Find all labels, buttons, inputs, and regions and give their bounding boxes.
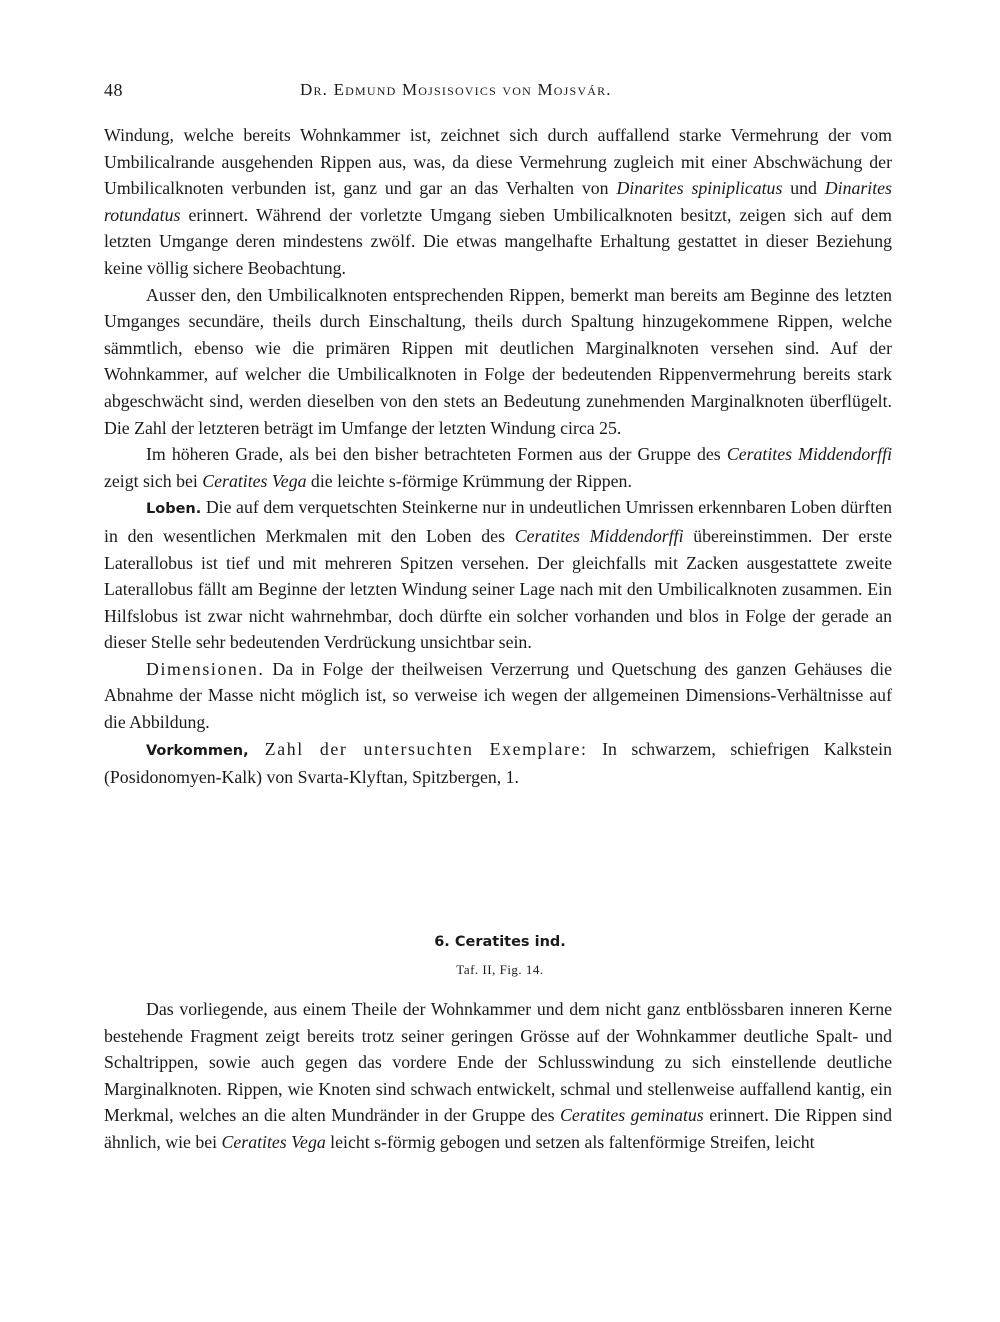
text-run: zeigt sich bei xyxy=(104,470,203,491)
spaced-label: Zahl der untersuchten Exemplare: xyxy=(248,738,588,759)
paragraph-dimensionen xyxy=(104,656,892,736)
main-text xyxy=(104,122,892,791)
text-run: leicht s-förmig gebogen und setzen als faltenförmige Streifen, leicht xyxy=(325,1131,815,1152)
species-name: Ceratites Middendorffi xyxy=(726,444,893,465)
text-run: Da in Folge der theilweisen Verzerrung und Quetschung des ganzen Gehäuses die Abnahme der Masse nicht möglich ist, so verweise ich wegen der allgemeinen Dimensions-Verhältnisse auf die Abbildung. xyxy=(104,658,892,733)
page-number: 48 xyxy=(104,80,123,100)
text-run: die leichte s-förmige Krümmung der Rippen. xyxy=(306,470,632,491)
paragraph xyxy=(104,122,892,282)
species-name: Dinarites rotundatus xyxy=(104,178,892,225)
species-name: Ceratites geminatus xyxy=(559,1105,704,1126)
paragraph xyxy=(104,996,892,1156)
section-label: Loben. xyxy=(146,501,202,518)
species-name: Ceratites Middendorffi xyxy=(514,525,684,546)
section-label: Dimensionen. xyxy=(146,658,265,679)
text-run: Die auf dem verquetschten Steinkerne nur in undeutlichen Umrissen erkennbaren Loben dürften in den wesentlichen Merkmalen mit den Loben des xyxy=(104,497,892,546)
text-run: erinnert. Die Rippen sind ähnlich, wie bei xyxy=(104,1105,892,1152)
text-run: übereinstimmen. Der erste Laterallobus ist tief und mit mehreren Spitzen versehen. Der gleichfalls mit Zacken ausgestattete zweite Laterallobus fällt am Beginne der letzten Windung seiner Lage nach mit den Umbilicalknoten zusammen. Ein Hilfslobus ist zwar nicht wahrnehmbar, doch dürfte ein solcher vorhanden und blos in Folge der gerade an dieser Stelle sehr bedeutenden Verdrückung unsichtbar sein. xyxy=(104,525,892,653)
section-text xyxy=(104,996,892,1156)
text-run: Windung, welche bereits Wohnkammer ist, zeichnet sich durch auffallend starke Vermehrung der vom Umbilicalrande ausgehenden Rippen aus, was, da diese Vermehrung zugleich mit einer Abschwächung der Umbilicalknoten verbunden ist, ganz und gar an das Verhalten von xyxy=(104,125,892,199)
text-run: erinnert. Während der vorletzte Umgang sieben Umbilicalknoten besitzt, zeigen sich auf dem letzten Umgange deren mindestens zwölf. Die etwas mangelhafte Erhaltung gestattet in dieser Beziehung keine völlig sichere Beobachtung. xyxy=(104,204,892,278)
section-label: Vorkommen, xyxy=(146,742,249,759)
section-heading: 6. Ceratites ind. xyxy=(434,934,566,950)
species-name: Dinarites spiniplicatus xyxy=(616,178,783,199)
species-name: Ceratites Vega xyxy=(202,470,307,491)
paragraph-loben xyxy=(104,494,892,656)
text-run: Das vorliegende, aus einem Theile der Wohnkammer und dem nicht ganz entblössbaren inneren Kerne bestehende Fragment zeigt bereits trotz seiner geringen Grösse auf der Wohnkammer deutliche Spalt- und Schaltrippen, sowie auch gegen das vordere Ende der Schlusswindung zu sich einstellende deutliche Marginalknoten. Rippen, wie Knoten sind schwach entwickelt, schmal und stellenweise auffallend kantig, ein Merkmal, welches an die alten Mundränder in der Gruppe des xyxy=(104,999,892,1126)
running-head: Dr. Edmund Mojsisovics von Mojsvár. xyxy=(300,80,612,99)
species-name: Ceratites Vega xyxy=(221,1131,326,1152)
text-run: und xyxy=(782,178,825,199)
text-run: Im höheren Grade, als bei den bisher betrachteten Formen aus der Gruppe des xyxy=(146,444,727,465)
paragraph: Ausser den, den Umbilicalknoten entsprechenden Rippen, bemerkt man bereits am Beginne des letzten Umganges secundäre, theils durch Einschaltung, theils durch Spaltung hinzugekommene Rippen, welche sämmtlich, ebenso wie die primären Rippen mit deutlichen Marginalknoten versehen sind. Auf der Wohnkammer, auf welcher die Umbilicalknoten in Folge der bedeutenden Rippenvermehrung bereits stark abgeschwächt sind, werden dieselben von den stets an Bedeutung zunehmenden Marginalknoten überflügelt. Die Zahl der letzteren beträgt im Umfange der letzten Windung circa 25. xyxy=(104,284,892,438)
paragraph xyxy=(104,441,892,494)
text-run: In schwarzem, schiefrigen Kalkstein (Posidonomyen-Kalk) von Svarta-Klyftan, Spitzbergen, 1. xyxy=(104,738,892,788)
paragraph-vorkommen xyxy=(104,736,892,791)
plate-reference: Taf. II, Fig. 14. xyxy=(456,962,544,977)
